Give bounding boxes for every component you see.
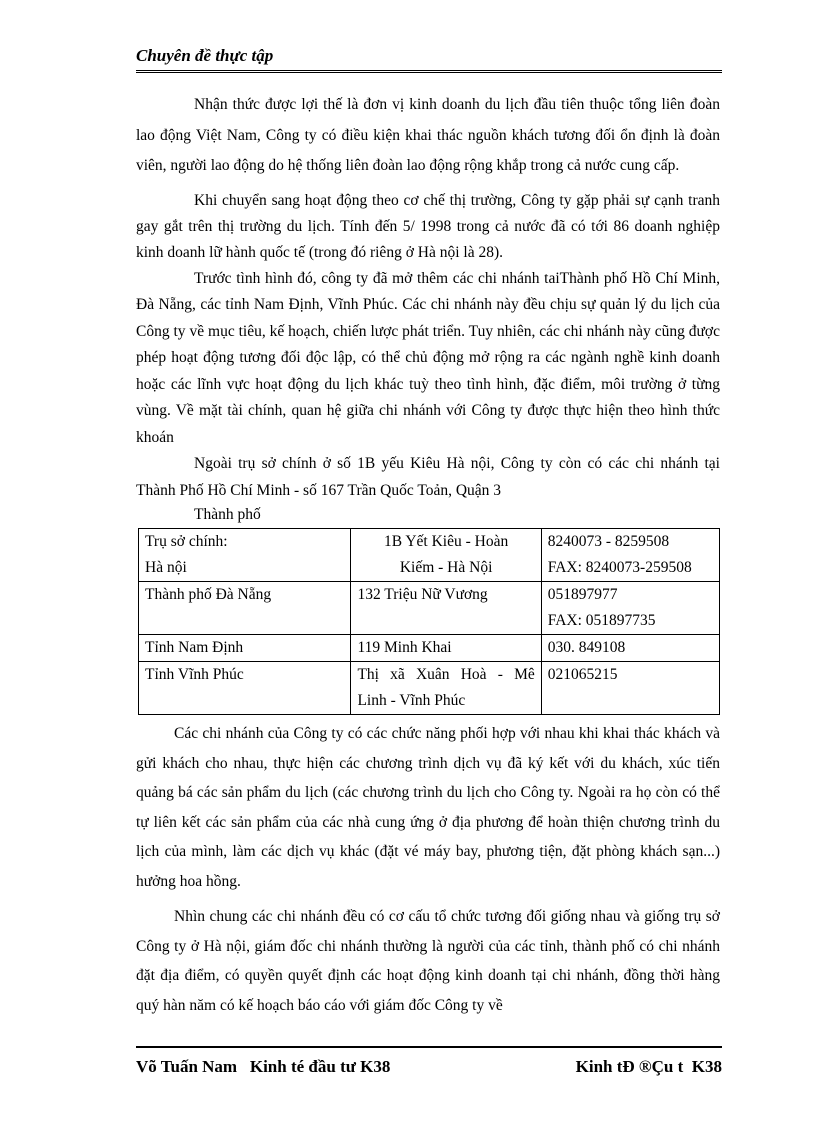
branch-name-cell: Thành phố Đà Nẵng — [139, 582, 351, 635]
paragraph-6: Các chi nhánh của Công ty có các chức năng phối hợp với nhau khi khai thác khách và gửi khách cho nhau, thực hiện các chương trình dịch vụ đã ký kết với du khách, xúc tiến quảng bá các sản phẩm du lịch (các chương trình du lịch cho Công ty. Ngoài ra họ còn có thể tự liên kết các sản phẩm của các nhà cung ứng ở địa phương để hoàn thiện chương trình du lịch của mình, làm các dịch vụ khác (đặt vé máy bay, phương tiện, đặt phòng khách sạn...) hưởng hoa hồng. — [136, 725, 720, 890]
table-row — [139, 529, 720, 582]
footer-author: Võ Tuấn Nam Kinh té đầu tư K38 — [136, 1057, 391, 1076]
branch-phone-cell: 8240073 - 8259508 FAX: 8240073-259508 — [541, 529, 719, 582]
branch-address-cell: Thị xã Xuân Hoà - Mê Linh - Vĩnh Phúc — [351, 662, 541, 715]
footer-course: Kinh tÐ ®Çu t K38 — [575, 1057, 722, 1076]
branch-phone-cell: 051897977 FAX: 051897735 — [541, 582, 719, 635]
paragraph-2: Khi chuyển sang hoạt động theo cơ chế thị trường, Công ty gặp phải sự cạnh tranh gay gắt trên thị trường du lịch. Tính đến 5/ 1998 trong cả nước đã có tới 86 doanh nghiệp kinh doanh lữ hành quốc tế (trong đó riêng ở Hà nội là 28). — [136, 191, 720, 261]
page-footer — [136, 1057, 722, 1081]
header-rule — [136, 70, 722, 73]
paragraph-1: Nhận thức được lợi thế là đơn vị kinh doanh du lịch đầu tiên thuộc tổng liên đoàn lao động Việt Nam, Công ty có điều kiện khai thác nguồn khách tương đối ổn định là đoàn viên, người lao động do hệ thống liên đoàn lao động rộng khắp trong cả nước cung cấp. — [136, 96, 720, 174]
paragraph-7: Nhìn chung các chi nhánh đều có cơ cấu tổ chức tương đối giống nhau và giống trụ sở Công ty ở Hà nội, giám đốc chi nhánh thường là người của các tỉnh, thành phố có chi nhánh đặt địa điểm, có quyền quyết định các hoạt động kinh doanh tại chi nhánh, đồng thời hàng quý hàn năm có kế hoạch báo cáo với giám đốc Công ty về — [136, 908, 720, 1014]
branch-phone-cell: 030. 849108 — [541, 635, 719, 662]
document-body — [136, 90, 720, 1020]
table-row — [139, 582, 720, 635]
footer-rule — [136, 1046, 722, 1048]
branch-table — [138, 528, 720, 715]
branch-phone-cell: 021065215 — [541, 662, 719, 715]
branch-name-cell: Trụ sở chính: Hà nội — [139, 529, 351, 582]
branch-address-cell: 132 Triệu Nữ Vương — [351, 582, 541, 635]
paragraph-5: Thành phố — [194, 506, 261, 523]
header-title: Chuyên đề thực tập — [136, 46, 274, 65]
branch-name-cell: Tỉnh Nam Định — [139, 635, 351, 662]
branch-name-cell: Tỉnh Vĩnh Phúc — [139, 662, 351, 715]
branch-address-cell: 1B Yết Kiêu - Hoàn Kiếm - Hà Nội — [351, 529, 541, 582]
paragraph-3: Trước tình hình đó, công ty đã mở thêm các chi nhánh taiThành phố Hồ Chí Minh, Đà Nẵng, các tỉnh Nam Định, Vĩnh Phúc. Các chi nhánh này đều chịu sự quản lý du lịch của Công ty về mục tiêu, kế hoạch, chiến lược phát triển. Tuy nhiên, các chi nhánh này cũng được phép hoạt động tương đối độc lập, có thể chủ động mở rộng ra các ngành nghề kinh doanh hoặc các lĩnh vực hoạt động du lịch khác tuỳ theo tình hình, đặc điểm, môi trường ở từng vùng. Về mặt tài chính, quan hệ giữa chi nhánh với Công ty được thực hiện theo hình thức khoán — [136, 269, 720, 446]
table-row — [139, 635, 720, 662]
table-row — [139, 662, 720, 715]
paragraph-4: Ngoài trụ sở chính ở số 1B yếu Kiêu Hà nội, Công ty còn có các chi nhánh tại Thành Phố Hồ Chí Minh - số 167 Trần Quốc Toản, Quận 3 — [136, 455, 720, 499]
page-header — [136, 46, 722, 66]
branch-address-cell: 119 Minh Khai — [351, 635, 541, 662]
